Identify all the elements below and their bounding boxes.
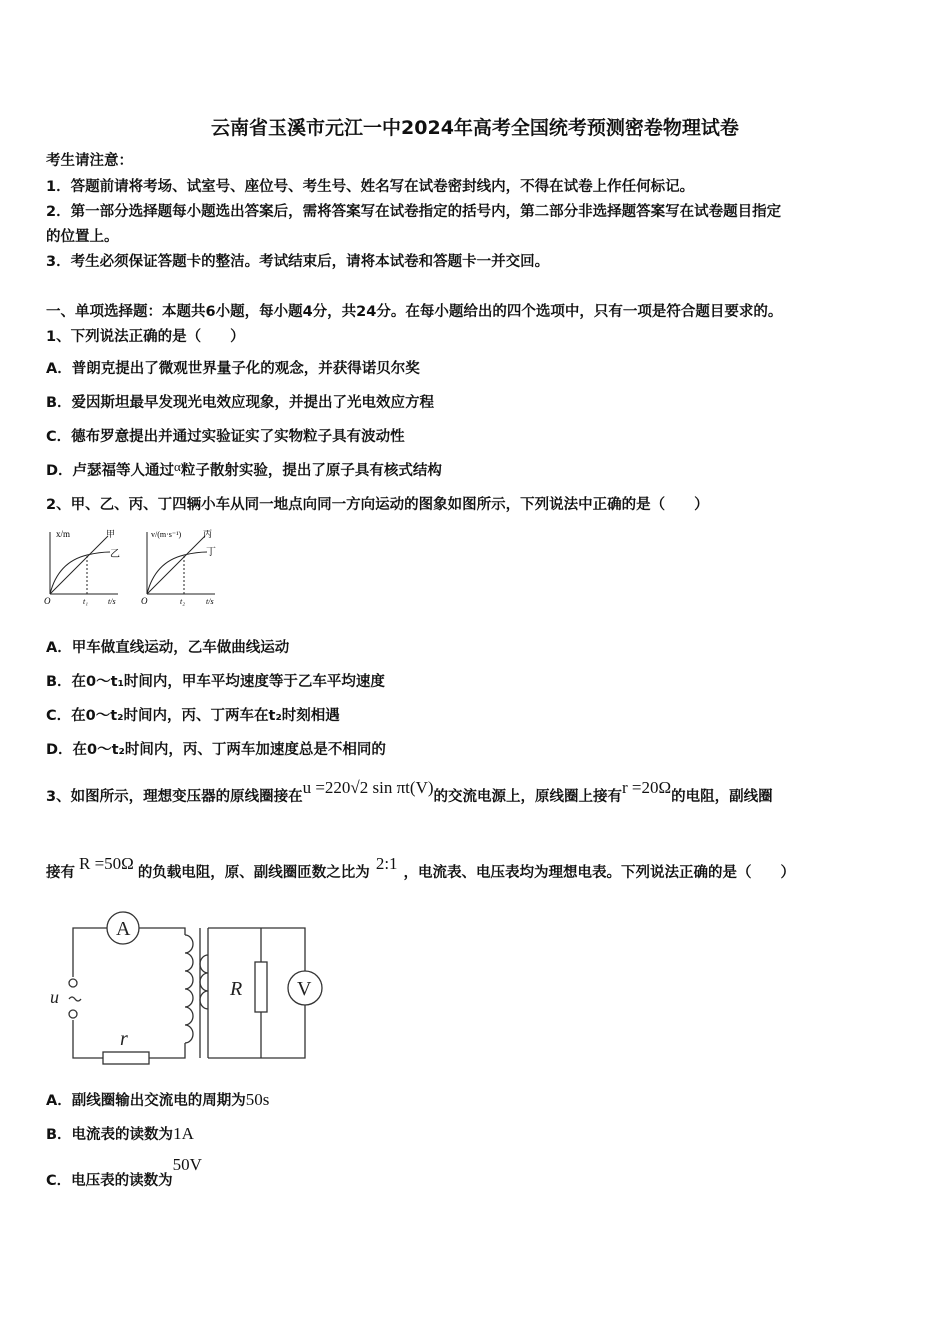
ratio-formula: 2:1 <box>375 854 398 873</box>
resistor-R-icon <box>255 962 267 1012</box>
option-text: B．电流表的读数为 <box>46 1127 174 1143</box>
stem-text: 的负载电阻，原、副线圈匝数之比为 <box>137 865 370 881</box>
notice-item: 3．考生必须保证答题卡的整洁。考试结束后，请将本试卷和答题卡一并交回。 <box>46 254 550 270</box>
q1-option-c: C．德布罗意提出并通过实验证实了实物粒子具有波动性 <box>46 429 405 445</box>
stem-text: 接有 <box>46 865 75 881</box>
q1-option-d <box>46 461 442 481</box>
R-formula: R =50Ω <box>79 854 134 873</box>
option-text: A．副线圈输出交流电的周期为 <box>46 1093 246 1109</box>
graph1-curve1: 甲 <box>106 529 116 539</box>
stem-text: ，电流表、电压表均为理想电表。下列说法正确的是（ ） <box>403 865 796 881</box>
q3-option-c <box>46 1155 202 1191</box>
question-2-stem: 2、甲、乙、丙、丁四辆小车从同一地点向同一方向运动的图象如图所示，下列说法中正确的是（ ） <box>46 497 709 513</box>
page-title: 云南省玉溪市元江一中2024年高考全国统考预测密卷物理试卷 <box>211 117 739 139</box>
q1-option-a: A．普朗克提出了微观世界量子化的观念，并获得诺贝尔奖 <box>46 361 420 377</box>
graph2-origin: O <box>141 596 148 606</box>
primary-coil-icon <box>185 935 193 1043</box>
q2-option-a: A．甲车做直线运动，乙车做曲线运动 <box>46 640 290 656</box>
option-value: 1A <box>173 1124 194 1143</box>
question-1-stem: 1、下列说法正确的是（ ） <box>46 329 245 345</box>
r-label: r <box>120 1028 128 1050</box>
r-formula: r =20Ω <box>622 778 672 797</box>
graph1-tick: t₁ <box>83 597 89 606</box>
voltage-formula: u =220√2 sin πt(V) <box>302 778 434 797</box>
source-label: u <box>50 987 59 1007</box>
terminal-icon <box>69 979 77 987</box>
ac-source-icon <box>69 997 81 1001</box>
notice-item: 的位置上。 <box>46 229 119 245</box>
R-label: R <box>230 978 243 1000</box>
notice-item: 2．第一部分选择题每小题选出答案后，需将答案写在试卷指定的括号内，第二部分非选择题答案写在试卷题目指定 <box>46 204 782 220</box>
graph2-tick: t₂ <box>180 597 186 606</box>
option-value: 50V <box>172 1155 202 1174</box>
notice-heading: 考生请注意： <box>46 153 133 169</box>
option-value: 50s <box>245 1090 270 1109</box>
q2-option-b: B．在0～t₁时间内，甲车平均速度等于乙车平均速度 <box>46 674 385 690</box>
stem-text: 的电阻，副线圈 <box>671 789 773 805</box>
section-heading: 一、单项选择题：本题共6小题，每小题4分，共24分。在每小题给出的四个选项中，只有一项是符合题目要求的。 <box>46 304 783 320</box>
graph1-origin: O <box>44 596 51 606</box>
question-3-stem-line2 <box>46 854 796 883</box>
alpha-symbol: α <box>174 459 181 474</box>
graph2-xlabel: t/s <box>206 597 214 606</box>
option-text: D．卢瑟福等人通过 <box>46 463 175 479</box>
v-t-graph <box>147 532 215 594</box>
graph1-xlabel: t/s <box>108 597 116 606</box>
q3-option-a <box>46 1090 269 1111</box>
terminal-icon <box>69 1010 77 1018</box>
transformer-circuit <box>45 900 345 1065</box>
graph2-curve1: 丙 <box>203 529 213 539</box>
stem-text: 3、如图所示，理想变压器的原线圈接在 <box>46 789 303 805</box>
motion-graphs <box>40 522 240 612</box>
q2-option-c: C．在0～t₂时间内，丙、丁两车在t₂时刻相遇 <box>46 708 340 724</box>
option-text: C．电压表的读数为 <box>46 1173 173 1189</box>
graph2-curve2: 丁 <box>206 547 216 558</box>
voltmeter-label: V <box>297 978 312 1000</box>
q3-option-b <box>46 1124 194 1145</box>
graph2-ylabel: v/(m·s⁻¹) <box>151 530 182 539</box>
option-text: 粒子散射实验，提出了原子具有核式结构 <box>180 463 442 479</box>
question-3-stem-line1 <box>46 778 773 807</box>
stem-text: 的交流电源上，原线圈上接有 <box>433 789 623 805</box>
graph1-curve2: 乙 <box>110 549 120 560</box>
graph1-ylabel: x/m <box>56 529 71 539</box>
secondary-coil-icon <box>200 955 208 1009</box>
resistor-r-icon <box>103 1052 149 1064</box>
ammeter-label: A <box>116 918 131 940</box>
q2-option-d: D．在0～t₂时间内，丙、丁两车加速度总是不相同的 <box>46 742 386 758</box>
x-t-graph <box>50 532 118 594</box>
notice-item: 1．答题前请将考场、试室号、座位号、考生号、姓名写在试卷密封线内，不得在试卷上作任何标记。 <box>46 179 695 195</box>
q1-option-b: B．爱因斯坦最早发现光电效应现象，并提出了光电效应方程 <box>46 395 435 411</box>
